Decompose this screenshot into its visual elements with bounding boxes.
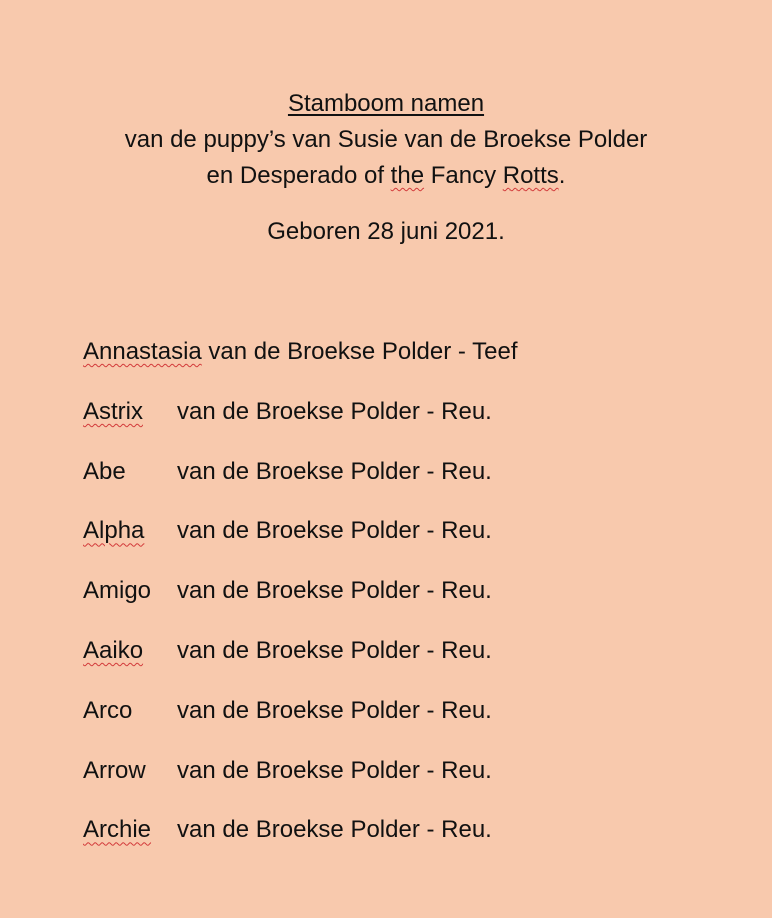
puppy-list xyxy=(83,334,723,872)
document-title: Stamboom namen xyxy=(287,90,485,117)
list-item xyxy=(83,513,723,573)
puppy-name: Arrow xyxy=(83,756,146,784)
document-header xyxy=(0,86,772,194)
puppy-kennel: van de Broekse Polder - Reu. xyxy=(177,636,492,664)
puppy-name: Abe xyxy=(83,457,126,485)
parents-text-start: en Desperado of xyxy=(206,162,391,189)
list-item xyxy=(83,693,723,753)
puppy-kennel: van de Broekse Polder - Teef xyxy=(201,338,518,365)
list-item xyxy=(83,633,723,693)
puppy-name: Arco xyxy=(83,696,133,724)
puppy-name-cell xyxy=(83,633,177,669)
puppy-kennel: van de Broekse Polder - Reu. xyxy=(177,816,492,844)
puppy-kennel: van de Broekse Polder - Reu. xyxy=(177,517,492,545)
list-item xyxy=(83,394,723,454)
parents-word-rotts: Rotts xyxy=(502,162,559,189)
list-item xyxy=(83,753,723,813)
puppy-name-cell xyxy=(83,394,177,430)
parents-text-middle: Fancy xyxy=(424,162,503,189)
list-item xyxy=(83,454,723,514)
header-subtitle-line: van de puppy’s van Susie van de Broekse Polder xyxy=(124,126,648,153)
parents-text-end: . xyxy=(558,162,566,189)
list-item xyxy=(83,573,723,633)
puppy-name: Aaiko xyxy=(83,636,144,664)
header-parents-line xyxy=(0,158,772,194)
parents-word-the: the xyxy=(390,162,425,189)
puppy-name: Amigo xyxy=(83,577,152,605)
puppy-kennel: van de Broekse Polder - Reu. xyxy=(177,577,492,605)
list-item xyxy=(83,812,723,872)
list-item xyxy=(83,334,723,394)
puppy-name: Archie xyxy=(83,816,152,844)
puppy-name-cell xyxy=(83,812,177,848)
puppy-kennel: van de Broekse Polder - Reu. xyxy=(177,397,492,425)
puppy-name-cell xyxy=(83,573,177,609)
birth-date-line: Geboren 28 juni 2021. xyxy=(267,218,505,245)
puppy-name-cell xyxy=(83,454,177,490)
puppy-name: Astrix xyxy=(83,397,143,425)
puppy-name: Annastasia xyxy=(83,338,202,365)
puppy-kennel: van de Broekse Polder - Reu. xyxy=(177,756,492,784)
puppy-name: Alpha xyxy=(83,517,145,545)
puppy-kennel: van de Broekse Polder - Reu. xyxy=(177,457,492,485)
puppy-name-cell xyxy=(83,693,177,729)
puppy-name-cell xyxy=(83,753,177,789)
puppy-kennel: van de Broekse Polder - Reu. xyxy=(177,696,492,724)
puppy-name-cell xyxy=(83,513,177,549)
header-title-line xyxy=(0,86,772,122)
